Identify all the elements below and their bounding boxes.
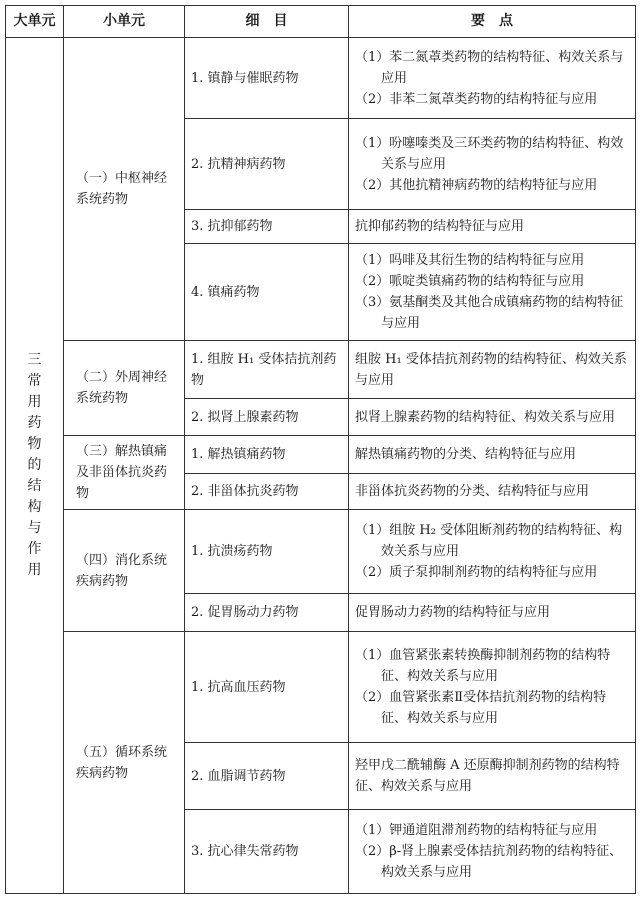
point-item: 拟肾上腺素药物的结构特征、构效关系与应用 <box>355 409 616 425</box>
point-item: （1）吗啡及其衍生物的结构特征与应用 <box>355 253 585 268</box>
minor-unit-label: （五）循环系统疾病药物 <box>76 744 168 781</box>
detail-label: 2. 非甾体抗炎药物 <box>191 484 299 499</box>
minor-unit-label: （一）中枢神经系统药物 <box>76 171 168 207</box>
points-cell <box>349 210 636 244</box>
minor-unit-cell <box>64 510 185 632</box>
detail-label: 2. 促胃肠动力药物 <box>191 605 299 620</box>
detail-cell <box>185 510 349 594</box>
minor-unit-cell <box>64 341 185 436</box>
point-item: 解热镇痛药物的分类、结构特征与应用 <box>355 447 577 462</box>
detail-cell <box>185 632 349 743</box>
points-cell <box>349 510 636 594</box>
points-cell <box>349 632 636 743</box>
detail-cell <box>185 743 349 810</box>
detail-cell <box>185 399 349 436</box>
detail-cell <box>185 810 349 894</box>
detail-label: 2. 抗精神病药物 <box>191 156 286 172</box>
detail-cell <box>185 38 349 119</box>
detail-cell <box>185 474 349 510</box>
points-cell <box>349 119 636 210</box>
detail-cell <box>185 341 349 399</box>
detail-label: 1. 解热镇痛药物 <box>191 447 286 462</box>
header-row <box>6 6 636 38</box>
point-item: 非甾体抗炎药物的分类、结构特征与应用 <box>355 484 590 499</box>
point-item: （2）哌啶类镇痛药物的结构特征与应用 <box>355 274 585 289</box>
minor-unit-label: （二）外周神经系统药物 <box>76 370 168 406</box>
detail-cell <box>185 594 349 632</box>
detail-label: 3. 抗心律失常药物 <box>191 844 299 859</box>
point-item: （2）非苯二氮䓬类药物的结构特征与应用 <box>355 91 598 107</box>
minor-unit-cell <box>64 436 185 510</box>
points-cell <box>349 341 636 399</box>
point-item: （1）组胺 H₂ 受体阻断剂药物的结构特征、构效关系与应用 <box>355 523 623 559</box>
major-unit-cell <box>6 38 64 894</box>
detail-label: 2. 血脂调节药物 <box>191 768 286 784</box>
point-item: （1）血管紧张素转换酶抑制剂药物的结构特征、构效关系与应用 <box>355 648 611 684</box>
points-cell <box>349 436 636 474</box>
detail-label: 1. 抗溃疡药物 <box>191 544 273 559</box>
points-cell <box>349 399 636 436</box>
point-item: 抗抑郁药物的结构特征与应用 <box>355 219 525 234</box>
header-minor-unit: 小单元 <box>64 6 185 38</box>
point-item: （1）苯二氮䓬类药物的结构特征、构效关系与应用 <box>355 49 624 86</box>
points-cell <box>349 594 636 632</box>
points-cell <box>349 743 636 810</box>
point-item: （1）钾通道阻滞剂药物的结构特征与应用 <box>355 823 598 838</box>
detail-cell <box>185 119 349 210</box>
points-cell <box>349 474 636 510</box>
detail-label: 1. 抗高血压药物 <box>191 679 286 695</box>
detail-cell <box>185 436 349 474</box>
detail-label: 1. 组胺 H₁ 受体拮抗剂药物 <box>191 351 337 388</box>
point-item: 羟甲戊二酰辅酶 A 还原酶抑制剂药物的结构特征、构效关系与应用 <box>355 758 620 794</box>
point-item: （1）吩噻嗪类及三环类药物的结构特征、构效关系与应用 <box>355 135 624 172</box>
minor-unit-label: （四）消化系统疾病药物 <box>76 552 168 589</box>
table-row <box>6 341 636 399</box>
table-row <box>6 436 636 474</box>
detail-label: 3. 抗抑郁药物 <box>191 219 273 234</box>
table-row <box>6 632 636 743</box>
point-item: （3）氨基酮类及其他合成镇痛药物的结构特征与应用 <box>355 295 624 331</box>
point-item: （2）血管紧张素Ⅱ受体拮抗剂药物的结构特征、构效关系与应用 <box>355 690 607 726</box>
header-key-points: 要 点 <box>349 6 636 38</box>
point-item: （2）其他抗精神病药物的结构特征与应用 <box>355 177 598 193</box>
detail-label: 1. 镇静与催眠药物 <box>191 70 299 86</box>
syllabus-table <box>5 5 636 894</box>
detail-cell <box>185 244 349 341</box>
table-row <box>6 510 636 594</box>
major-unit-label: 三常用药物的结构与作用 <box>27 352 42 578</box>
detail-cell <box>185 210 349 244</box>
minor-unit-cell <box>64 632 185 894</box>
header-detail: 细 目 <box>185 6 349 38</box>
points-cell <box>349 810 636 894</box>
point-item: （2）质子泵抑制剂药物的结构特征与应用 <box>355 565 598 580</box>
header-major-unit: 大单元 <box>6 6 64 38</box>
table-row <box>6 38 636 119</box>
points-cell <box>349 38 636 119</box>
minor-unit-cell <box>64 38 185 341</box>
minor-unit-label: （三）解热镇痛及非甾体抗炎药物 <box>76 444 168 501</box>
detail-label: 4. 镇痛药物 <box>191 284 260 300</box>
point-item: 促胃肠动力药物的结构特征与应用 <box>355 605 551 620</box>
points-cell <box>349 244 636 341</box>
point-item: 组胺 H₁ 受体拮抗剂药物的结构特征、构效关系与应用 <box>355 351 627 388</box>
point-item: （2）β-肾上腺素受体拮抗剂药物的结构特征、构效关系与应用 <box>355 844 623 880</box>
detail-label: 2. 拟肾上腺素药物 <box>191 409 299 425</box>
